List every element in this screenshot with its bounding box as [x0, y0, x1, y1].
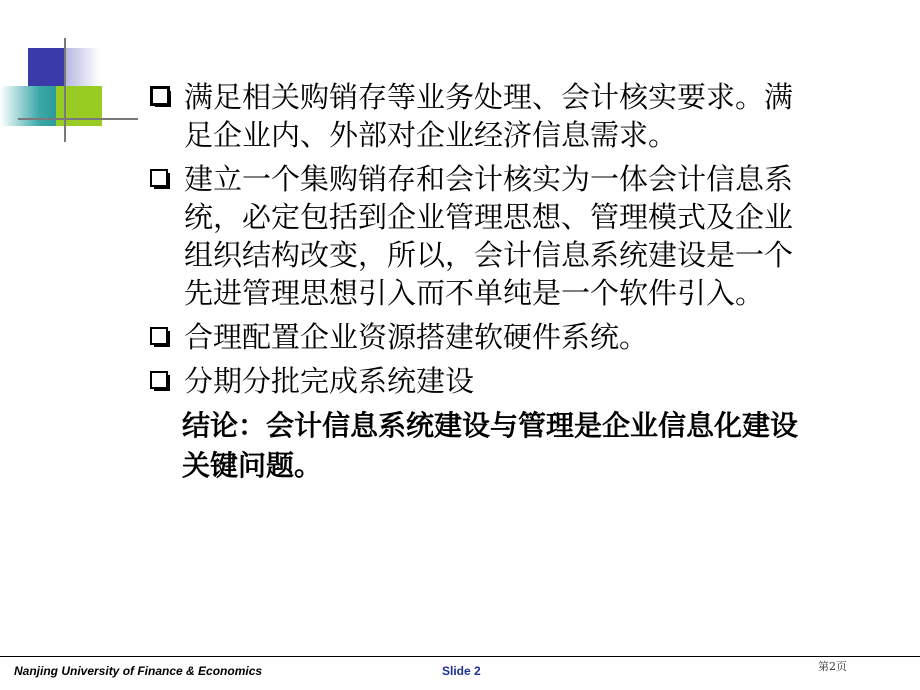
decor-blue-square: [28, 48, 66, 86]
decor-vertical-line: [64, 38, 66, 142]
bullet-text: 建立一个集购销存和会计核实为一体会计信息系统，必定包括到企业管理思想、管理模式及企业组织结构改变，所以，会计信息系统建设是一个先进管理思想引入而不单纯是一个软件引入。: [184, 162, 794, 310]
bullet-item: [148, 78, 808, 154]
checkbox-bullet-icon: [150, 86, 170, 106]
checkbox-bullet-icon: [150, 169, 168, 187]
bullet-text: 满足相关购销存等业务处理、会计核实要求。满足企业内、外部对企业经济信息需求。: [184, 80, 794, 152]
checkbox-bullet-icon: [150, 371, 168, 389]
footer-institution: Nanjing University of Finance & Economics: [14, 664, 263, 678]
footer-slide-number: Slide 2: [442, 664, 481, 678]
decor-blue-fade: [66, 48, 100, 86]
footer-divider: [0, 656, 920, 657]
bullet-text: 分期分批完成系统建设: [184, 364, 475, 398]
bullet-item: [148, 160, 808, 312]
slide-content: [148, 78, 808, 486]
decor-horizontal-line: [18, 118, 138, 120]
bullet-item: [148, 318, 808, 356]
decor-green-square: [56, 86, 102, 126]
footer-page-number: 第2页: [818, 660, 847, 673]
decor-teal-square: [0, 86, 56, 126]
conclusion-text: 结论：会计信息系统建设与管理是企业信息化建设关键问题。: [182, 409, 799, 482]
checkbox-bullet-icon: [150, 327, 168, 345]
bullet-item: [148, 362, 808, 400]
bullet-text: 合理配置企业资源搭建软硬件系统。: [184, 320, 649, 354]
